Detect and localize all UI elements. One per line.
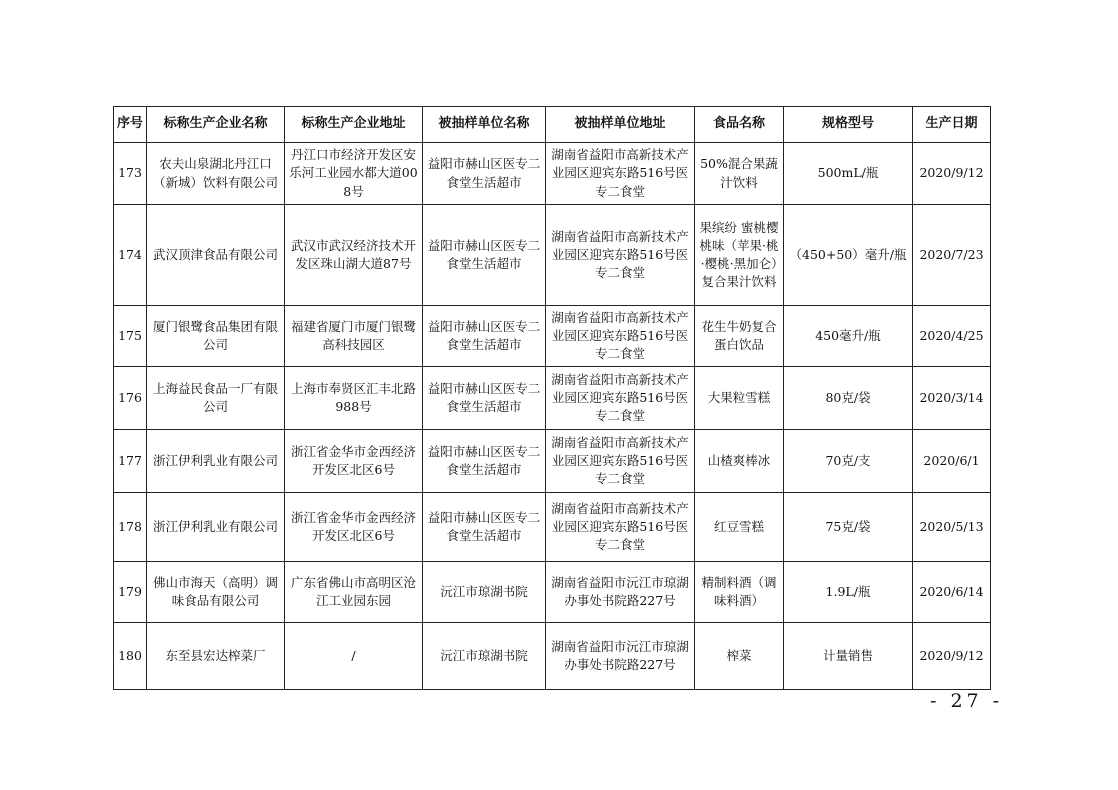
cell-sampled-unit-address: 湖南省益阳市高新技术产业园区迎宾东路516号医专二食堂 xyxy=(546,306,695,367)
header-producer-address: 标称生产企业地址 xyxy=(285,107,423,143)
cell-producer-address: 武汉市武汉经济技术开发区珠山湖大道87号 xyxy=(285,205,423,306)
header-producer-name: 标称生产企业名称 xyxy=(147,107,285,143)
header-seq: 序号 xyxy=(114,107,147,143)
cell-sampled-unit-name: 益阳市赫山区医专二食堂生活超市 xyxy=(423,367,546,430)
table-row xyxy=(114,205,991,306)
cell-production-date: 2020/7/23 xyxy=(913,205,991,306)
cell-sampled-unit-address: 湖南省益阳市高新技术产业园区迎宾东路516号医专二食堂 xyxy=(546,493,695,562)
cell-seq: 177 xyxy=(114,430,147,493)
cell-producer-address: / xyxy=(285,623,423,690)
header-food-name: 食品名称 xyxy=(695,107,784,143)
table-row xyxy=(114,623,991,690)
cell-sampled-unit-name: 沅江市琼湖书院 xyxy=(423,623,546,690)
cell-producer-name: 佛山市海天（高明）调味食品有限公司 xyxy=(147,562,285,623)
cell-producer-address: 浙江省金华市金西经济开发区北区6号 xyxy=(285,430,423,493)
header-sampled-unit-name: 被抽样单位名称 xyxy=(423,107,546,143)
cell-spec: 500mL/瓶 xyxy=(784,143,913,205)
cell-seq: 179 xyxy=(114,562,147,623)
cell-production-date: 2020/9/12 xyxy=(913,623,991,690)
cell-seq: 180 xyxy=(114,623,147,690)
cell-production-date: 2020/3/14 xyxy=(913,367,991,430)
cell-food-name: 大果粒雪糕 xyxy=(695,367,784,430)
cell-production-date: 2020/4/25 xyxy=(913,306,991,367)
cell-producer-name: 东至县宏达榨菜厂 xyxy=(147,623,285,690)
cell-production-date: 2020/6/1 xyxy=(913,430,991,493)
sample-table xyxy=(113,106,991,690)
cell-seq: 178 xyxy=(114,493,147,562)
cell-sampled-unit-name: 益阳市赫山区医专二食堂生活超市 xyxy=(423,493,546,562)
cell-food-name: 果缤纷 蜜桃樱桃味（苹果·桃·樱桃·黑加仑）复合果汁饮料 xyxy=(695,205,784,306)
cell-sampled-unit-name: 益阳市赫山区医专二食堂生活超市 xyxy=(423,205,546,306)
cell-producer-address: 丹江口市经济开发区安乐河工业园水都大道008号 xyxy=(285,143,423,205)
cell-spec: 80克/袋 xyxy=(784,367,913,430)
cell-spec: 计量销售 xyxy=(784,623,913,690)
cell-spec: 1.9L/瓶 xyxy=(784,562,913,623)
cell-sampled-unit-name: 益阳市赫山区医专二食堂生活超市 xyxy=(423,306,546,367)
cell-seq: 173 xyxy=(114,143,147,205)
table-row xyxy=(114,562,991,623)
cell-sampled-unit-address: 湖南省益阳市高新技术产业园区迎宾东路516号医专二食堂 xyxy=(546,367,695,430)
cell-sampled-unit-name: 沅江市琼湖书院 xyxy=(423,562,546,623)
cell-spec: 75克/袋 xyxy=(784,493,913,562)
table-row xyxy=(114,306,991,367)
cell-sampled-unit-name: 益阳市赫山区医专二食堂生活超市 xyxy=(423,430,546,493)
cell-seq: 174 xyxy=(114,205,147,306)
cell-producer-name: 浙江伊利乳业有限公司 xyxy=(147,493,285,562)
cell-spec: （450+50）毫升/瓶 xyxy=(784,205,913,306)
cell-producer-address: 广东省佛山市高明区沧江工业园东园 xyxy=(285,562,423,623)
header-spec: 规格型号 xyxy=(784,107,913,143)
cell-producer-name: 上海益民食品一厂有限公司 xyxy=(147,367,285,430)
cell-production-date: 2020/9/12 xyxy=(913,143,991,205)
table-row xyxy=(114,493,991,562)
cell-spec: 70克/支 xyxy=(784,430,913,493)
cell-seq: 175 xyxy=(114,306,147,367)
table-row xyxy=(114,367,991,430)
cell-sampled-unit-address: 湖南省益阳市高新技术产业园区迎宾东路516号医专二食堂 xyxy=(546,205,695,306)
cell-food-name: 榨菜 xyxy=(695,623,784,690)
cell-producer-address: 福建省厦门市厦门银鹭高科技园区 xyxy=(285,306,423,367)
table-row xyxy=(114,143,991,205)
page-number: - 27 - xyxy=(930,690,1004,712)
cell-production-date: 2020/6/14 xyxy=(913,562,991,623)
cell-sampled-unit-address: 湖南省益阳市沅江市琼湖办事处书院路227号 xyxy=(546,623,695,690)
cell-producer-name: 厦门银鹭食品集团有限公司 xyxy=(147,306,285,367)
cell-producer-name: 农夫山泉湖北丹江口（新城）饮料有限公司 xyxy=(147,143,285,205)
cell-producer-address: 浙江省金华市金西经济开发区北区6号 xyxy=(285,493,423,562)
cell-sampled-unit-address: 湖南省益阳市高新技术产业园区迎宾东路516号医专二食堂 xyxy=(546,430,695,493)
cell-seq: 176 xyxy=(114,367,147,430)
cell-food-name: 山楂爽棒冰 xyxy=(695,430,784,493)
cell-producer-address: 上海市奉贤区汇丰北路988号 xyxy=(285,367,423,430)
cell-sampled-unit-address: 湖南省益阳市沅江市琼湖办事处书院路227号 xyxy=(546,562,695,623)
table-header-row xyxy=(114,107,991,143)
cell-sampled-unit-address: 湖南省益阳市高新技术产业园区迎宾东路516号医专二食堂 xyxy=(546,143,695,205)
cell-spec: 450毫升/瓶 xyxy=(784,306,913,367)
cell-food-name: 红豆雪糕 xyxy=(695,493,784,562)
cell-production-date: 2020/5/13 xyxy=(913,493,991,562)
cell-producer-name: 浙江伊利乳业有限公司 xyxy=(147,430,285,493)
table-row xyxy=(114,430,991,493)
cell-food-name: 50%混合果蔬汁饮料 xyxy=(695,143,784,205)
cell-sampled-unit-name: 益阳市赫山区医专二食堂生活超市 xyxy=(423,143,546,205)
header-sampled-unit-address: 被抽样单位地址 xyxy=(546,107,695,143)
header-production-date: 生产日期 xyxy=(913,107,991,143)
cell-producer-name: 武汉顶津食品有限公司 xyxy=(147,205,285,306)
cell-food-name: 花生牛奶复合蛋白饮品 xyxy=(695,306,784,367)
cell-food-name: 精制料酒（调味料酒） xyxy=(695,562,784,623)
